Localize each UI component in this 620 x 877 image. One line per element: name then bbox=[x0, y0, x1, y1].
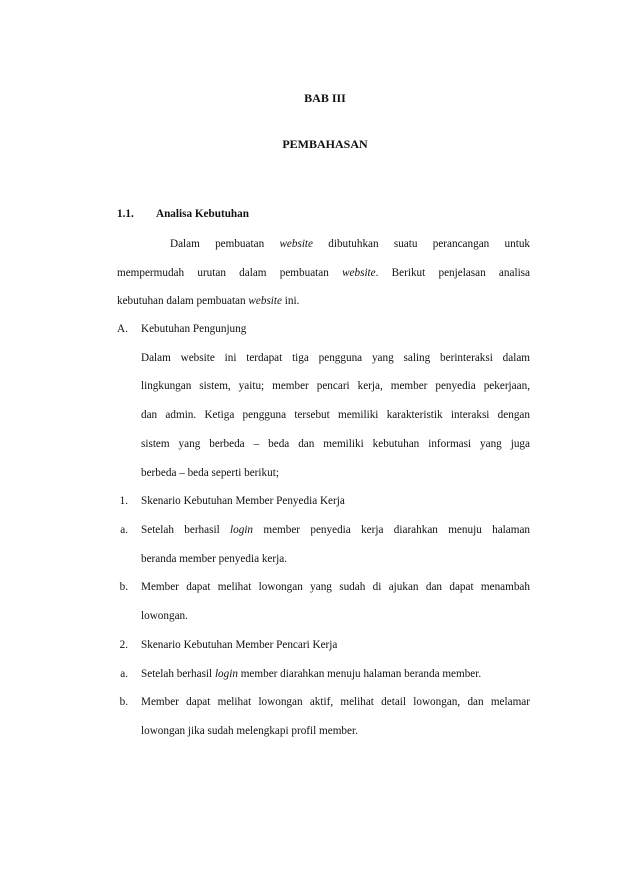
scenario-2-item-b-line-2: lowongan jika sudah melengkapi profil member. bbox=[141, 725, 358, 737]
scenario-2-item-a-line-1: Setelah berhasil login member diarahkan menuju halaman beranda member. bbox=[141, 668, 482, 680]
scenario-1-item-a-line-1: Setelah berhasil login member penyedia kerja diarahkan menuju halaman bbox=[141, 524, 531, 536]
intro-line-2: mempermudah urutan dalam pembuatan website. Berikut penjelasan analisa bbox=[117, 267, 530, 279]
part-a-line: dan admin. Ketiga pengguna tersebut memiliki karakteristik interaksi dengan bbox=[141, 409, 530, 421]
scenario-1-item-b-line-1: Member dapat melihat lowongan yang sudah di ajukan dan dapat menambah bbox=[141, 581, 530, 593]
scenario-1-item-b-line-2: lowongan. bbox=[141, 610, 188, 622]
scenario-2-item-a-marker: a. bbox=[120, 668, 128, 680]
part-a-title: Kebutuhan Pengunjung bbox=[141, 323, 247, 335]
chapter-title: PEMBAHASAN bbox=[282, 137, 368, 151]
scenario-2-item-b-line-1: Member dapat melihat lowongan aktif, melihat detail lowongan, dan melamar bbox=[141, 696, 530, 708]
scenario-2-item-b-marker: b. bbox=[119, 696, 128, 708]
part-a-line: lingkungan sistem, yaitu; member pencari kerja, member penyedia pekerjaan, bbox=[141, 380, 530, 392]
scenario-1-item-b-marker: b. bbox=[119, 581, 128, 593]
part-a-line: berbeda – beda seperti berikut; bbox=[141, 467, 279, 479]
scenario-1-item-a-marker: a. bbox=[120, 524, 128, 536]
scenario-1-marker: 1. bbox=[119, 495, 128, 507]
scenario-1-title: Skenario Kebutuhan Member Penyedia Kerja bbox=[141, 495, 345, 507]
intro-line-3: kebutuhan dalam pembuatan website ini. bbox=[117, 295, 300, 307]
chapter-label: BAB III bbox=[304, 91, 346, 105]
section-number: 1.1. bbox=[117, 208, 134, 220]
section-title: Analisa Kebutuhan bbox=[156, 208, 249, 220]
intro-line-1: Dalam pembuatan website dibutuhkan suatu perancangan untuk bbox=[170, 238, 531, 250]
part-a-line: sistem yang berbeda – beda dan memiliki kebutuhan informasi yang juga bbox=[141, 438, 530, 450]
part-a-line: Dalam website ini terdapat tiga pengguna yang saling berinteraksi dalam bbox=[141, 352, 530, 364]
part-a-marker: A. bbox=[117, 323, 128, 335]
scenario-1-item-a-line-2: beranda member penyedia kerja. bbox=[141, 553, 287, 565]
scenario-2-marker: 2. bbox=[119, 639, 128, 651]
scenario-2-title: Skenario Kebutuhan Member Pencari Kerja bbox=[141, 639, 338, 651]
